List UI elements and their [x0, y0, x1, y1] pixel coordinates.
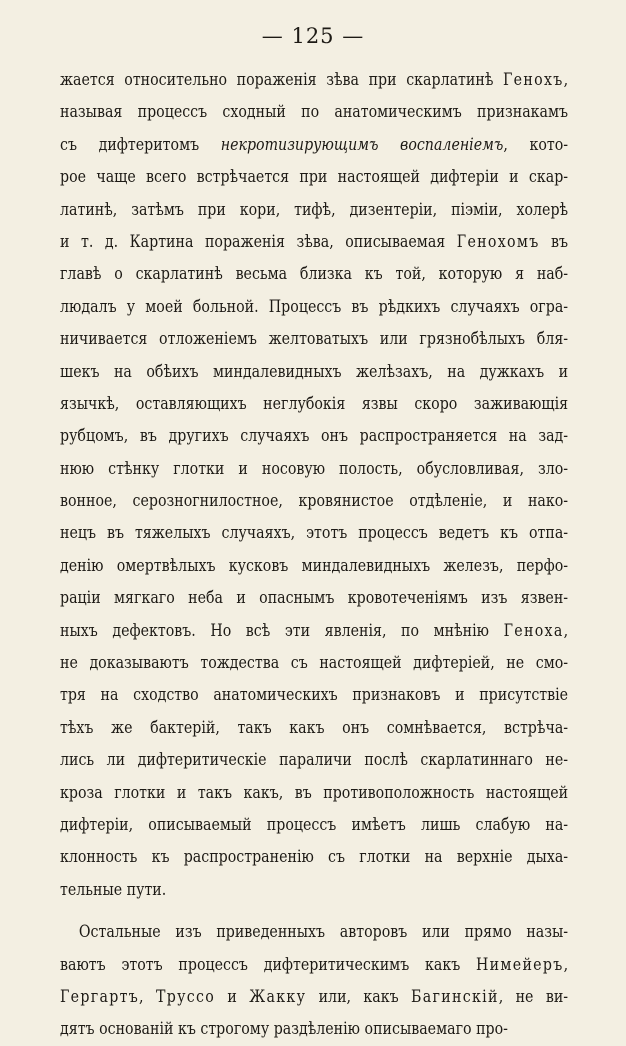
text-line [60, 744, 568, 776]
paragraph-2 [60, 916, 568, 1046]
text-line [60, 453, 568, 485]
text-run: тельные пути. [60, 879, 167, 899]
text-run: называя процессъ сходный по анатомическимъ признакамъ [60, 102, 569, 122]
text-run: дятъ основаній къ строгому раздѣленію описываемаго про- [60, 1019, 508, 1039]
spaced-name: Багинскій [411, 986, 499, 1006]
spaced-name: Нимейеръ [476, 954, 564, 974]
text-line [60, 485, 568, 517]
text-run: Остальные изъ приведенныхъ авторовъ или прямо назы- [78, 922, 569, 942]
text-line [60, 550, 568, 582]
text-run: денію омертвѣлыхъ кусковъ миндалевидныхъ железъ, перфо- [60, 555, 569, 575]
spaced-name: Гергартъ [60, 986, 140, 1006]
text-line [60, 981, 568, 1013]
text-line [60, 517, 568, 549]
text-line [60, 949, 568, 981]
text-run: клонность къ распространенію съ глотки на верхніе дыха- [60, 847, 569, 867]
text-run: не доказываютъ тождества съ настоящей дифтеріей, не смо- [60, 653, 569, 673]
text-run: , [139, 986, 156, 1006]
text-line [60, 647, 568, 679]
spaced-name: Жакку [249, 986, 307, 1006]
text-run: рое чаще всего встрѣчается при настоящей дифтеріи и скар- [60, 167, 569, 187]
text-run: , кото- [503, 134, 569, 154]
spaced-name: Труссо [155, 986, 216, 1006]
text-line [60, 679, 568, 711]
page-number: — 125 — [261, 24, 365, 48]
text-run: , не ви- [498, 986, 569, 1006]
text-run: раціи мягкаго неба и опаснымъ кровотеченіямъ изъ язвен- [60, 588, 569, 608]
text-run: нюю стѣнку глотки и носовую полость, обусловливая, зло- [60, 458, 569, 478]
text-run: ваютъ этотъ процессъ дифтеритическимъ какъ [60, 954, 477, 974]
text-run: въ [539, 231, 569, 251]
text-run: и т. д. Картина пораженія зѣва, описываемая [60, 231, 457, 251]
text-line [60, 841, 568, 873]
text-run: шекъ на обѣихъ миндалевидныхъ желѣзахъ, на дужкахъ и [60, 361, 569, 381]
text-line [60, 96, 568, 128]
text-run: ничивается отложеніемъ желтоватыхъ или грязнобѣлыхъ бля- [60, 329, 569, 349]
spaced-name: Геноха [503, 620, 564, 640]
text-run: и [215, 986, 250, 1006]
text-run: съ дифтеритомъ [60, 134, 221, 154]
text-line [60, 1013, 568, 1045]
text-line [60, 388, 568, 420]
spaced-name: Генохъ [502, 70, 564, 89]
text-run: тря на сходство анатомическихъ признаковъ и присутствіе [60, 685, 569, 705]
text-line [60, 916, 568, 948]
text-line [60, 129, 568, 161]
text-line [60, 777, 568, 809]
text-line [60, 226, 568, 258]
text-line [60, 874, 568, 906]
text-line [60, 809, 568, 841]
text-run: язычкѣ, оставляющихъ неглубокія язвы скоро заживающія [60, 393, 569, 413]
text-run: или, какъ [306, 986, 412, 1006]
text-line [60, 194, 568, 226]
text-line [60, 161, 568, 193]
text-line [60, 615, 568, 647]
text-run: ныхъ дефектовъ. Но всѣ эти явленія, по мнѣнію [60, 620, 504, 640]
text-line [60, 712, 568, 744]
text-run: людалъ у моей больной. Процессъ въ рѣдкихъ случаяхъ огра- [60, 296, 569, 316]
paragraph-1 [60, 64, 568, 906]
text-run: рубцомъ, въ другихъ случаяхъ онъ распространяется на зад- [60, 426, 569, 446]
text-run: лись ли дифтеритическіе параличи послѣ скарлатиннаго не- [60, 750, 569, 770]
text-line [60, 420, 568, 452]
text-run: дифтеріи, описываемый процессъ имѣетъ лишь слабую на- [60, 814, 569, 834]
text-line [60, 258, 568, 290]
text-run: кроза глотки и такъ какъ, въ противоположность настоящей [60, 782, 569, 802]
text-line [60, 582, 568, 614]
text-run: латинѣ, затѣмъ при кори, тифѣ, дизентеріи, піэміи, холерѣ [60, 199, 569, 219]
text-run: вонное, серозногнилостное, кровянистое отдѣленіе, и нако- [60, 491, 569, 511]
spaced-name: Генохомъ [456, 231, 540, 251]
text-run: нецъ въ тяжелыхъ случаяхъ, этотъ процессъ ведетъ къ отпа- [60, 523, 569, 543]
text-line [60, 291, 568, 323]
body-text [60, 64, 568, 1046]
text-run: тѣхъ же бактерій, такъ какъ онъ сомнѣвается, встрѣча- [60, 717, 569, 737]
italic-phrase: некротизирующимъ воспаленіемъ [220, 134, 504, 154]
text-line [60, 356, 568, 388]
text-run: , [563, 620, 569, 640]
text-run: , [563, 954, 569, 974]
text-line [60, 64, 568, 96]
text-run: главѣ о скарлатинѣ весьма близка къ той, которую я наб- [60, 264, 569, 284]
text-line [60, 323, 568, 355]
text-run: , [563, 70, 569, 89]
text-run: жается относительно пораженія зѣва при скарлатинѣ [60, 70, 503, 89]
